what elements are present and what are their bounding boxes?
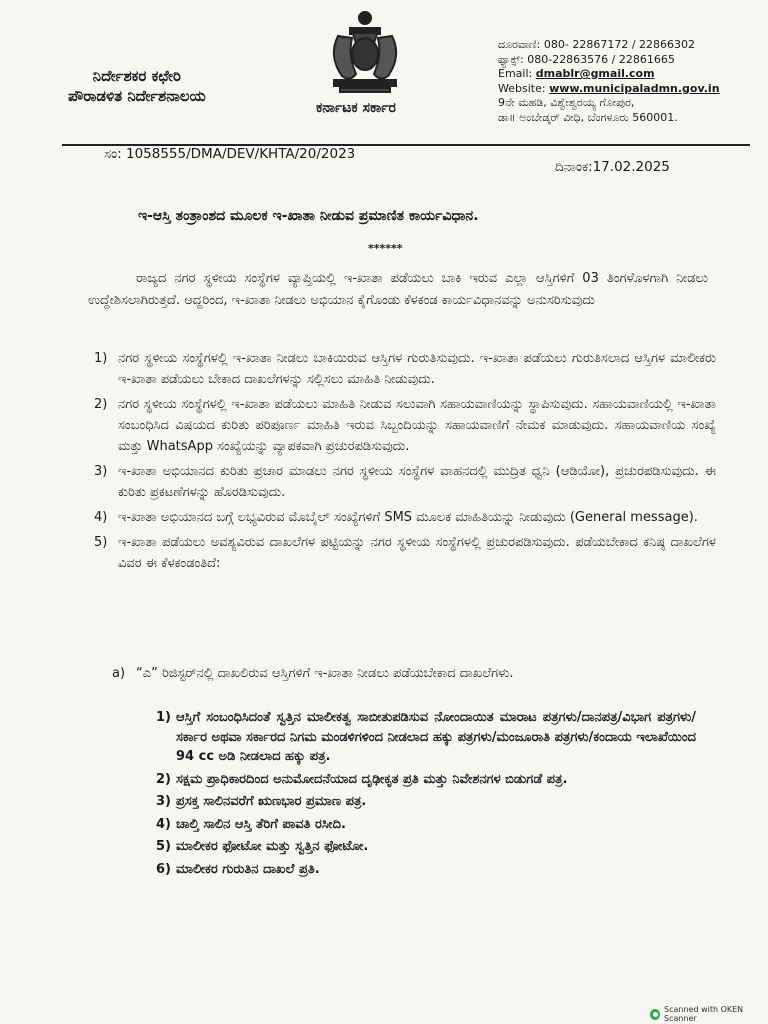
item-text: ಇ-ಖಾತಾ ಅಭಿಯಾನದ ಕುರಿತು ಪ್ರಚಾರ ಮಾಡಲು ನಗರ ಸ್ಥಳೀಯ ಸಂಸ್ಥೆಗಳ ವಾಹನದಲ್ಲಿ ಮುದ್ರಿತ ಧ್ವನಿ (ಆಡಿಯೋ), ಪ್ರಚುರಪಡಿಸುವುದು. ಈ ಕುರಿತು ಪ್ರಕಟಣೆಗಳನ್ನು ಹೊರಡಿಸುವುದು. (118, 464, 716, 500)
document-title: ಇ-ಆಸ್ತಿ ತಂತ್ರಾಂಶದ ಮೂಲಕ ಇ-ಖಾತಾ ನೀಡುವ ಪ್ರಮಾಣಿತ ಕಾರ್ಯವಿಧಾನ. (138, 208, 479, 224)
email-label: Email: (498, 67, 536, 80)
item-text: ನಗರ ಸ್ಥಳೀಯ ಸಂಸ್ಥೆಗಳಲ್ಲಿ ಇ-ಖಾತಾ ಪಡೆಯಲು ಮಾಹಿತಿ ನೀಡುವ ಸಲುವಾಗಿ ಸಹಾಯವಾಣಿಯನ್ನು ಸ್ಥಾಪಿಸುವುದು. ಸಹಾಯವಾಣಿಯಲ್ಲಿ ಇ-ಖಾತಾ ಸಂಬಂಧಿಸಿದ ವಿಷಯದ ಕುರಿತು ಪರಿಪೂರ್ಣ ಮಾಹಿತಿ ಇರುವ ಸಿಬ್ಬಂದಿಯನ್ನು ಸಹಾಯವಾಣಿಗೆ ನೇಮಕ ಮಾಡುವುದು. ಸಹಾಯವಾಣಿಯ ಸಂಖ್ಯೆ ಮತ್ತು WhatsApp ಸಂಖ್ಯೆಯನ್ನು ವ್ಯಾಪಕವಾಗಿ ಪ್ರಚುರಪಡಿಸುವುದು. (118, 397, 716, 454)
item-number: 5) (156, 839, 171, 854)
title-separator: ****** (368, 242, 403, 255)
list-item (156, 770, 696, 790)
item-text: ಮಾಲೀಕರ ಫೋಟೋ ಮತ್ತು ಸ್ವತ್ತಿನ ಫೋಟೋ. (176, 839, 369, 854)
website-label: Website: (498, 81, 550, 95)
list-item (94, 461, 716, 503)
item-number: 4) (156, 816, 171, 832)
item-number: 2) (94, 397, 108, 412)
reference-number: ಸಂ: 1058555/DMA/DEV/KHTA/20/2023 (104, 146, 356, 162)
item-text: ಇ-ಖಾತಾ ಅಭಿಯಾನದ ಬಗ್ಗೆ ಲಭ್ಯವಿರುವ ಮೊಬೈಲ್ ಸಂಖ್ಯೆಗಳಿಗೆ SMS ಮೂಲಕ ಮಾಹಿತಿಯನ್ನು ನೀಡುವುದು (General message). (118, 510, 698, 525)
phone-number: ದೂರವಾಣಿ: 080- 22867172 / 22866302 (498, 38, 696, 51)
item-number: 1) (94, 351, 108, 366)
item-text: ಚಾಲ್ತಿ ಸಾಲಿನ ಆಸ್ತಿ ತೆರಿಗೆ ಪಾವತಿ ರಸೀದಿ. (176, 816, 346, 832)
office-line-1: ನಿರ್ದೇಶಕರ ಕಛೇರಿ (92, 67, 181, 85)
sub-item-a (112, 663, 680, 684)
item-number: 5) (94, 535, 108, 550)
website-link[interactable]: www.municipaladmn.gov.in (549, 81, 720, 95)
scanner-logo-icon (650, 1009, 660, 1020)
intro-paragraph: ರಾಜ್ಯದ ನಗರ ಸ್ಥಳೀಯ ಸಂಸ್ಥೆಗಳ ವ್ಯಾಪ್ತಿಯಲ್ಲಿ ಇ-ಖಾತಾ ಪಡೆಯಲು ಬಾಕಿ ಇರುವ ಎಲ್ಲಾ ಆಸ್ತಿಗಳಿಗೆ 03 ತಿಂಗಳೊಳಗಾಗಿ ನೀಡಲು ಉದ್ದೇಶಿಸಲಾಗಿರುತ್ತದೆ. ಆದ್ದರಿಂದ, ಇ-ಖಾತಾ ನೀಡಲು ಅಭಿಯಾನ ಕೈಗೊಂಡು ಕೆಳಕಂಡ ಕಾರ್ಯವಿಧಾನವನ್ನು ಅನುಸರಿಸುವುದು (88, 271, 708, 308)
list-item (156, 860, 696, 880)
item-number: 1) (156, 710, 171, 725)
website-line (498, 82, 758, 97)
sub-item-label: a) (112, 666, 126, 681)
fax-number: ಫ್ಯಾಕ್ಸ್: 080-22863576 / 22861665 (498, 52, 675, 66)
watermark-text: Scanned with OKEN Scanner (664, 1005, 744, 1023)
address-line-1: 9ನೇ ಮಹಡಿ, ವಿಶ್ವೇಶ್ವರಯ್ಯ ಗೋಪುರ, (498, 96, 635, 109)
scanner-watermark (650, 1005, 768, 1023)
list-item (156, 815, 696, 835)
address-line-2: ಡಾ॥ ಅಂಬೇಡ್ಕರ್ ವೀಧಿ, ಬೆಂಗಳೂರು 560001. (498, 110, 678, 124)
required-documents-list (156, 708, 696, 882)
list-item (94, 348, 716, 390)
state-emblem-icon (320, 8, 410, 98)
item-number: 3) (156, 794, 171, 809)
government-name: ಕರ್ನಾಟಕ ಸರ್ಕಾರ (316, 100, 396, 116)
sub-item-text: “ಎ” ರಿಜಿಸ್ಟರ್‌ನಲ್ಲಿ ದಾಖಲಿರುವ ಆಸ್ತಿಗಳಿಗೆ ಇ-ಖಾತಾ ನೀಡಲು ಪಡೆಯಬೇಕಾದ ದಾಖಲೆಗಳು. (136, 666, 514, 681)
item-text: ಇ-ಖಾತಾ ಪಡೆಯಲು ಅವಶ್ಯವಿರುವ ದಾಖಲೆಗಳ ಪಟ್ಟಿಯನ್ನು ನಗರ ಸ್ಥಳೀಯ ಸಂಸ್ಥೆಗಳಲ್ಲಿ ಪ್ರಚುರಪಡಿಸುವುದು. ಪಡೆಯಬೇಕಾದ ಕನಿಷ್ಠ ದಾಖಲೆಗಳ ವಿವರ ಈ ಕೆಳಕಂಡಂತಿದೆ: (118, 535, 716, 571)
document-date: ದಿನಾಂಕ:17.02.2025 (555, 159, 670, 175)
item-number: 3) (94, 464, 108, 479)
list-item (94, 532, 716, 574)
email-link[interactable]: dmablr@gmail.com (535, 67, 655, 80)
item-text: ಸಕ್ಷಮ ಪ್ರಾಧಿಕಾರದಿಂದ ಅನುಮೋದನೆಯಾದ ದೃಢೀಕೃತ ಪ್ರತಿ ಮತ್ತು ನಿವೇಶನಗಳ ಬಿಡುಗಡೆ ಪತ್ರ. (176, 771, 568, 787)
list-item (156, 837, 696, 857)
list-item (94, 394, 716, 457)
item-text: ನಗರ ಸ್ಥಳೀಯ ಸಂಸ್ಥೆಗಳಲ್ಲಿ ಇ-ಖಾತಾ ನೀಡಲು ಬಾಕಿಯಿರುವ ಆಸ್ತಿಗಳ ಗುರುತಿಸುವುದು. ಇ-ಖಾತಾ ಪಡೆಯಲು ಗುರುತಿಸಲಾದ ಆಸ್ತಿಗಳ ಮಾಲೀಕರು ಇ-ಖಾತಾ ಪಡೆಯಲು ಬೇಕಾದ ದಾಖಲೆಗಳನ್ನು ಸಲ್ಲಿಸಲು ಮಾಹಿತಿ ನೀಡುವುದು. (118, 351, 716, 387)
procedure-list (94, 348, 716, 578)
item-number: 6) (156, 861, 171, 877)
contact-block (498, 38, 758, 125)
item-text: ಮಾಲೀಕರ ಗುರುತಿನ ದಾಖಲೆ ಪ್ರತಿ. (176, 861, 320, 877)
list-item (156, 792, 696, 812)
item-text: ಪ್ರಸಕ್ತ ಸಾಲಿನವರೆಗೆ ಋಣಭಾರ ಪ್ರಮಾಣ ಪತ್ರ. (176, 794, 367, 809)
item-text: ಆಸ್ತಿಗೆ ಸಂಬಂಧಿಸಿದಂತೆ ಸ್ವತ್ತಿನ ಮಾಲೀಕತ್ವ ಸಾಬೀತುಪಡಿಸುವ ನೋಂದಾಯಿತ ಮಾರಾಟ ಪತ್ರಗಳು/ದಾನಪತ್ರ/ವಿಭಾಗ ಪತ್ರಗಳು/ಸರ್ಕಾರ ಅಥವಾ ಸರ್ಕಾರದ ನಿಗಮ ಮಂಡಳಿಗಳಿಂದ ನೀಡಲಾದ ಹಕ್ಕು ಪತ್ರಗಳು/ಮಂಜೂರಾತಿ ಪತ್ರಗಳು/ಕಂದಾಯ ಇಲಾಖೆಯಿಂದ 94 cc ಅಡಿ ನೀಡಲಾದ ಹಕ್ಕು ಪತ್ರ. (176, 710, 696, 764)
office-line-2: ಪೌರಾಡಳಿತ ನಿರ್ದೇಶನಾಲಯ (68, 87, 206, 105)
office-name (68, 66, 206, 106)
item-number: 2) (156, 771, 171, 787)
item-number: 4) (94, 510, 108, 525)
list-item (156, 708, 696, 767)
email-line (498, 67, 758, 82)
list-item (94, 507, 716, 528)
